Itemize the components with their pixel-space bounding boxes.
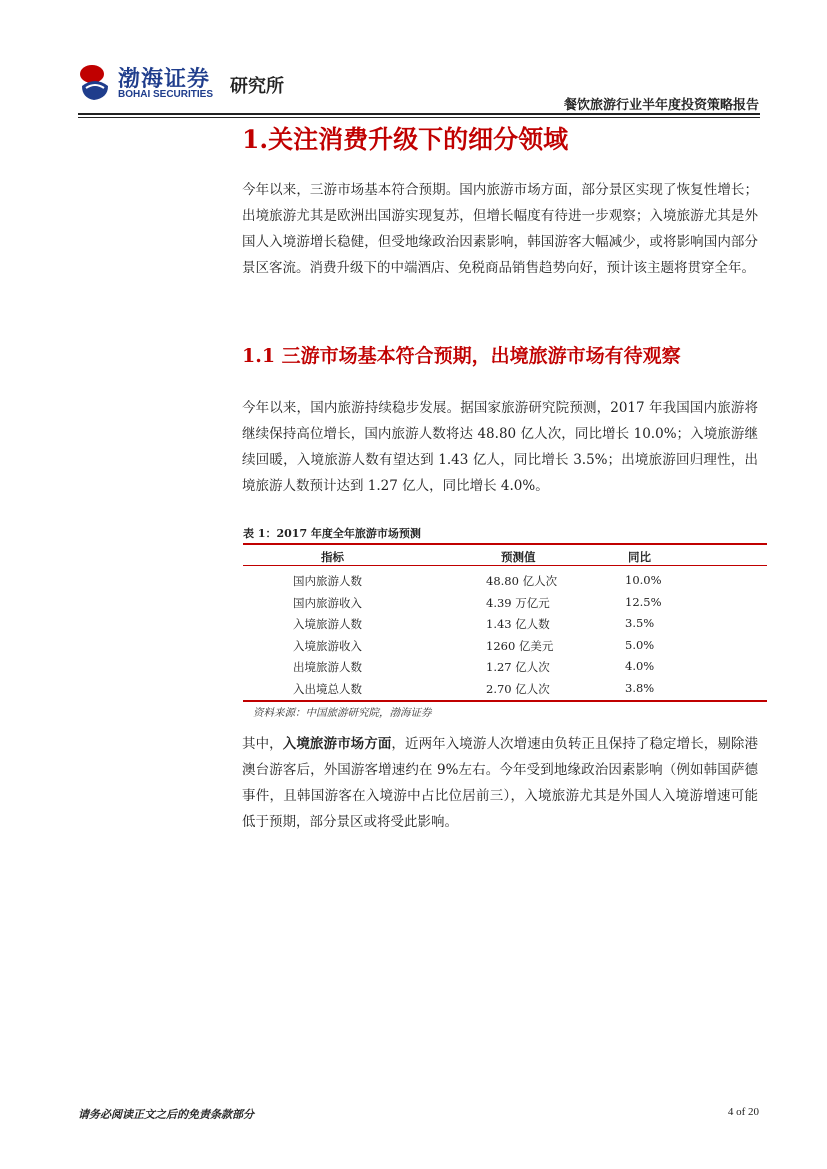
report-title: 餐饮旅游行业半年度投资策略报告 (563, 98, 759, 113)
logo-chinese-name: 渤海证券 (118, 66, 211, 92)
section-heading-1-1: 1.1 三游市场基本符合预期，出境旅游市场有待观察 (242, 345, 681, 367)
section-heading-1: 1.关注消费升级下的细分领域 (242, 125, 569, 154)
page-number: 4 of 20 (727, 1106, 759, 1118)
table-cell-forecast: 1260 亿美元 (486, 638, 554, 653)
table-header-yoy: 同比 (628, 550, 651, 564)
table-body (243, 566, 767, 700)
table-cell-forecast: 4.39 万亿元 (486, 595, 550, 610)
table-row (243, 569, 767, 591)
table-cell-forecast: 1.43 亿人数 (486, 617, 550, 631)
table-source: 资料来源：中国旅游研究院，渤海证券 (253, 707, 432, 719)
table-bottom-rule (243, 700, 767, 702)
table-header-indicator: 指标 (321, 550, 344, 564)
table-caption: 表 1：2017 年度全年旅游市场预测 (243, 527, 421, 540)
table-cell-forecast: 1.27 亿人次 (486, 660, 550, 674)
logo (78, 62, 293, 104)
header-divider (78, 113, 760, 115)
table-cell-indicator: 出境旅游人数 (293, 660, 362, 674)
header-divider-thin (78, 117, 760, 118)
table-cell-yoy: 5.0% (625, 637, 655, 652)
table-header-forecast: 预测值 (501, 550, 536, 564)
section-1-1-paragraph: 今年以来，国内旅游持续稳步发展。据国家旅游研究院预测，2017 年我国国内旅游将继续保持高位增长，国内旅游人数将达 48.80 亿人次，同比增长 10.0%；入境旅游继续回暖，入境旅游人数有望达到 1.43 亿人，同比增长 3.5%；出境旅游回归理性，出境旅游人数预计达到 1.27 亿人，同比增长 4.0%。 (242, 400, 758, 494)
table-header-row (243, 545, 767, 565)
table-row (243, 655, 767, 677)
table-cell-indicator: 国内旅游人数 (293, 574, 362, 588)
forecast-table (243, 543, 767, 702)
inbound-paragraph-lead: 其中， (242, 736, 283, 752)
table-cell-indicator: 入出境总人数 (293, 681, 362, 696)
inbound-paragraph-emphasis: 入境旅游市场方面 (282, 736, 392, 752)
table-cell-forecast: 2.70 亿人次 (486, 681, 550, 696)
institute-label: 研究所 (230, 76, 284, 97)
table-cell-yoy: 3.8% (625, 680, 655, 695)
table-cell-yoy: 3.5% (625, 616, 655, 630)
section-1-paragraph: 今年以来，三游市场基本符合预期。国内旅游市场方面，部分景区实现了恢复性增长；出境旅游尤其是欧洲出国游实现复苏，但增长幅度有待进一步观察；入境旅游尤其是外国人入境游增长稳健，但受地缘政治因素影响，韩国游客大幅减少，或将影响国内部分景区客流。消费升级下的中端酒店、免税商品销售趋势向好，预计该主题将贯穿全年。 (242, 182, 758, 276)
table-cell-yoy: 10.0% (625, 573, 662, 587)
table-cell-indicator: 入境旅游收入 (293, 638, 362, 653)
table-row (243, 612, 767, 634)
table-row (243, 634, 767, 656)
inbound-paragraph-body: ，近两年入境游人次增速由负转正且保持了稳定增长，剔除港澳台游客后，外国游客增速约在 9%左右。今年受到地缘政治因素影响（例如韩国萨德事件，且韩国游客在入境游中占比位居前三），入境旅游尤其是外国人入境游增速可能低于预期，部分景区或将受此影响。 (242, 736, 759, 830)
table-cell-indicator: 国内旅游收入 (293, 595, 362, 610)
table-cell-yoy: 12.5% (625, 594, 662, 609)
logo-english-name: BOHAI SECURITIES (118, 89, 214, 100)
table-cell-yoy: 4.0% (625, 659, 655, 673)
table-row (243, 677, 767, 699)
inbound-paragraph (242, 731, 758, 835)
table-row (243, 591, 767, 613)
footer-disclaimer: 请务必阅读正文之后的免责条款部分 (78, 1108, 254, 1121)
table-cell-forecast: 48.80 亿人次 (486, 574, 558, 588)
table-cell-indicator: 入境旅游人数 (293, 617, 362, 631)
bohai-logo-icon (78, 62, 112, 102)
